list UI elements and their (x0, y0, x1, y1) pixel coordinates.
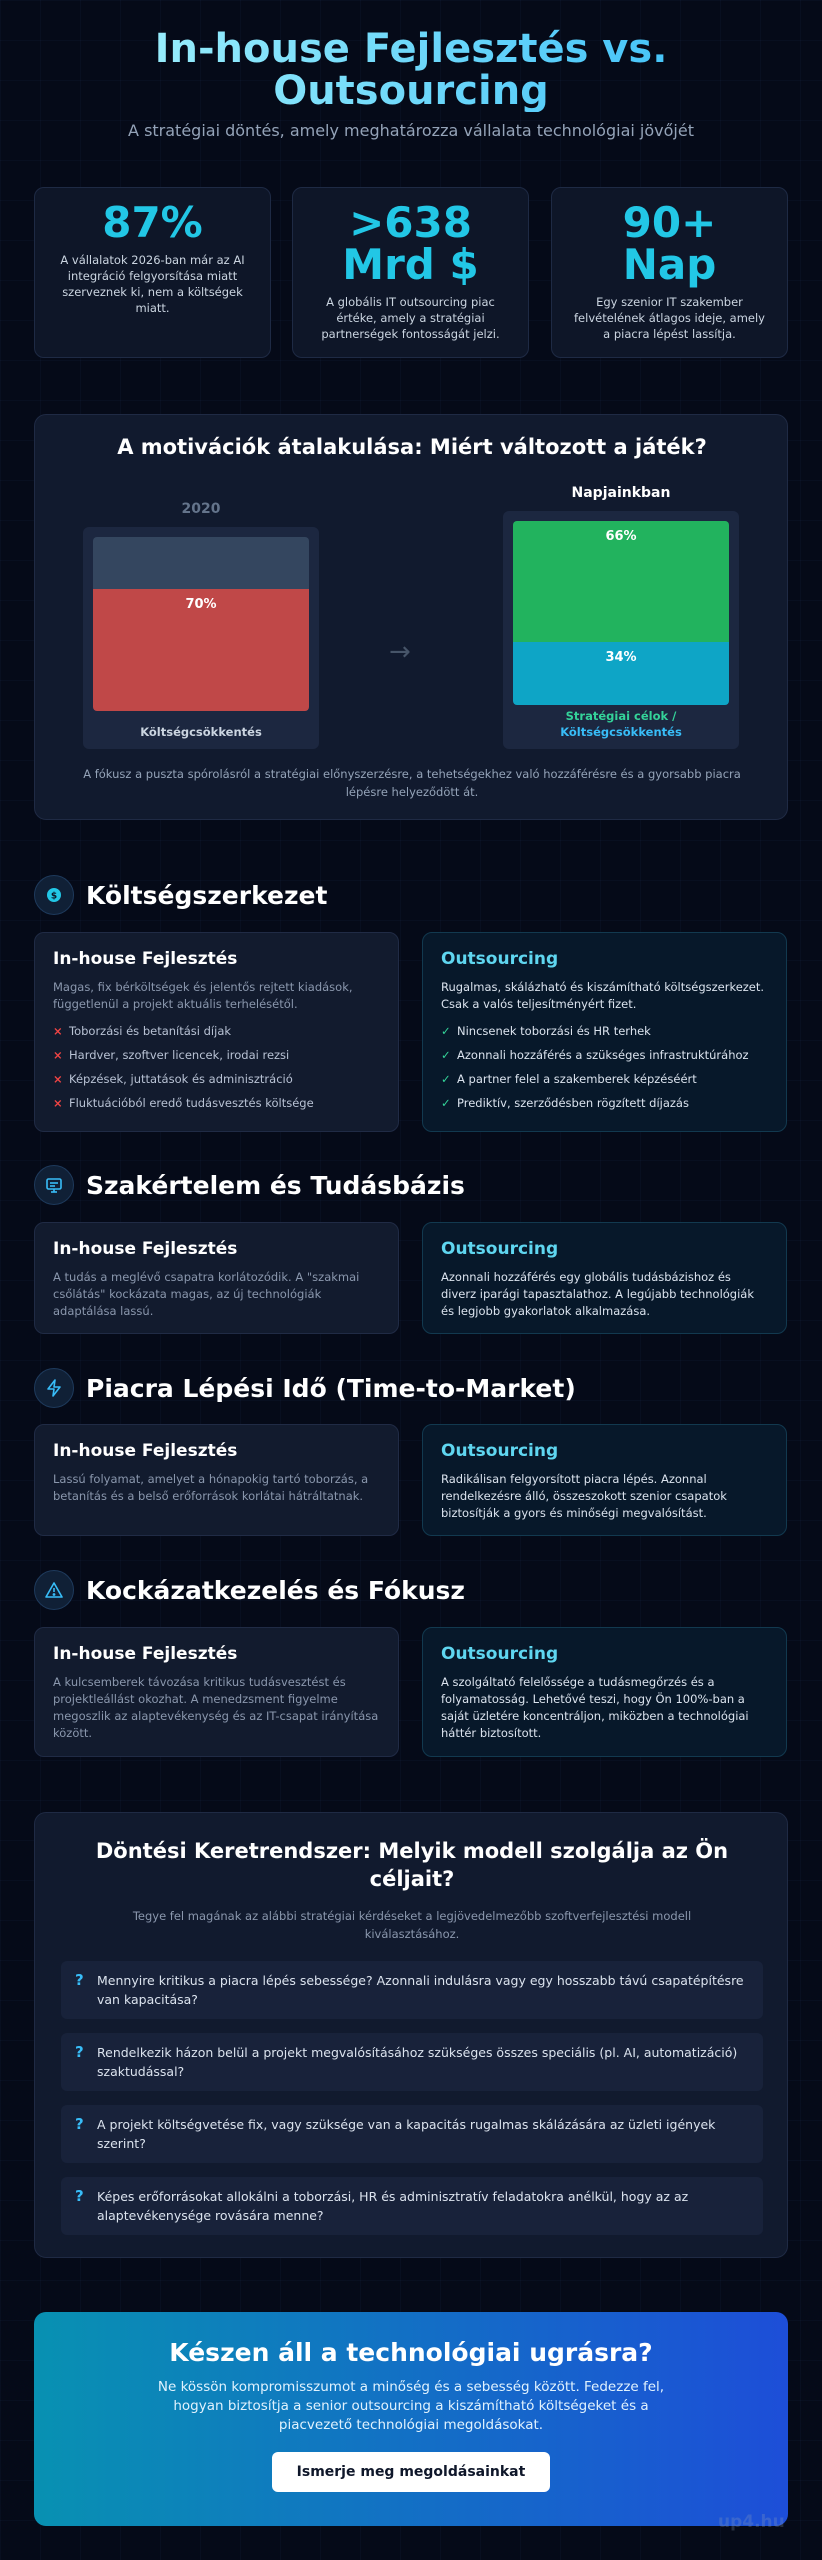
ttm-inhouse-card (34, 1424, 399, 1536)
list-item-text: A partner felel a szakemberek képzéséért (457, 1072, 697, 1086)
card-title: Outsourcing (441, 1239, 559, 1259)
list-item (53, 1047, 380, 1064)
card-desc: A kulcsemberek távozása kritikus tudásvesztést és projektleállást okozhat. A menedzsment figyelme megoszlik az alaptevékenység és az IT-csapat irányítása között. (53, 1675, 379, 1740)
close-icon: × (53, 1048, 63, 1062)
warning-icon (34, 1570, 74, 1610)
cta-banner (34, 2312, 788, 2526)
question-icon: ? (75, 2043, 84, 2061)
card-title: In-house Fejlesztés (53, 1441, 238, 1461)
bar-today-strategic-segment (513, 521, 729, 642)
bar-today-cost-label: 34% (605, 650, 637, 665)
card-desc: A szolgáltató felelőssége a tudásmegőrzés és a folyamatosság. Lehetővé teszi, hogy Ön 100%-ban a saját üzletére koncentráljon, miközben a technológiai háttér biztosított. (441, 1675, 749, 1740)
section-title: Piacra Lépési Idő (Time-to-Market) (86, 1373, 576, 1403)
section-title: Szakértelem és Tudásbázis (86, 1170, 465, 1200)
bar-today-cost-segment (513, 642, 729, 705)
svg-text:$: $ (50, 891, 58, 902)
list-item-text: Toborzási és betanítási díjak (69, 1024, 232, 1038)
list-item-text: Azonnali hozzáférés a szükséges infrastruktúrához (457, 1048, 749, 1062)
decision-title: Döntési Keretrendszer: Melyik modell szolgálja az Ön céljait? (95, 1839, 729, 1891)
year-today-label: Napjainkban (571, 485, 671, 501)
card-desc: Magas, fix bérköltségek és jelentős rejtett kiadások, függetlenül a projekt aktuális terhelésétől. (53, 980, 353, 1011)
close-icon: × (53, 1096, 63, 1110)
bar-2020-cost-segment (93, 589, 309, 711)
check-icon: ✓ (441, 1024, 451, 1038)
risk-inhouse-card (34, 1627, 399, 1757)
card-title: Outsourcing (441, 1644, 559, 1664)
check-icon: ✓ (441, 1096, 451, 1110)
motivation-caption: A fókusz a puszta spórolásról a stratégiai előnyszerzésre, a tehetségekhez való hozzáférésre és a gyorsabb piacra lépésre helyeződött át. (83, 767, 741, 799)
arrow-right-icon: → (389, 637, 411, 667)
list-item (441, 1047, 768, 1064)
page-subtitle: A stratégiai döntés, amely meghatározza vállalata technológiai jövőjét (128, 121, 694, 140)
list-item-text: Fluktuációból eredő tudásvesztés költsége (69, 1096, 314, 1110)
list-item (53, 1071, 380, 1088)
cta-button[interactable]: Ismerje meg megoldásainkat (272, 2452, 550, 2492)
list-item (441, 1023, 768, 1040)
question-text: Képes erőforrásokat allokálni a toborzási, HR és adminisztratív feladatokra anélkül, hogy az az alaptevékenysége rovására menne? (97, 2189, 689, 2223)
cost-inhouse-card (34, 932, 399, 1132)
check-icon: ✓ (441, 1072, 451, 1086)
list-item (441, 1095, 768, 1112)
stat-value: 90+ Nap (622, 198, 717, 289)
list-item (441, 1071, 768, 1088)
section-header-expertise (34, 1165, 465, 1205)
stat-text: A globális IT outsourcing piac értéke, amely a stratégiai partnerségek fontosságát jelzi. (321, 295, 500, 341)
card-desc: A tudás a meglévő csapatra korlátozódik. A "szakmai csőlátás" kockázata magas, az új technológiák adaptálása lassú. (53, 1270, 360, 1318)
close-icon: × (53, 1072, 63, 1086)
stat-value: >638 Mrd $ (342, 198, 479, 289)
bar-today (503, 511, 739, 749)
bar-today-caption-1: Stratégiai célok / (565, 709, 677, 723)
page-title: In-house Fejlesztés vs. Outsourcing (60, 28, 762, 112)
question-item (61, 2177, 763, 2235)
question-text: Rendelkezik házon belül a projekt megvalósításához szükséges összes speciális (pl. AI, automatizáció) szaktudással? (97, 2045, 738, 2079)
stat-card (34, 187, 271, 358)
expertise-inhouse-card (34, 1222, 399, 1334)
year-2020-label: 2020 (181, 501, 221, 517)
stat-card (551, 187, 788, 358)
list-item (53, 1023, 380, 1040)
question-text: Mennyire kritikus a piacra lépés sebessége? Azonnali indulásra vagy egy hosszabb távú csapatépítésre van kapacitása? (97, 1973, 744, 2007)
coin-icon (34, 875, 74, 915)
section-title: Kockázatkezelés és Fókusz (86, 1575, 465, 1605)
card-desc: Rugalmas, skálázható és kiszámítható költségszerkezet. Csak a valós teljesítményért fizet. (441, 980, 765, 1011)
question-icon: ? (75, 2115, 84, 2133)
bar-2020-other-segment (93, 537, 309, 589)
section-header-ttm (34, 1368, 576, 1408)
expertise-outsourcing-card (422, 1222, 787, 1334)
question-text: A projekt költségvetése fix, vagy szüksége van a kapacitás rugalmas skálázására az üzleti igények szerint? (97, 2117, 716, 2151)
card-desc: Radikálisan felgyorsított piacra lépés. Azonnal rendelkezésre álló, összeszokott szenior csapatok biztosítják a gyors és minőségi megvalósítást. (441, 1472, 727, 1520)
question-item (61, 2105, 763, 2163)
section-title: Költségszerkezet (86, 880, 328, 910)
lightning-icon (34, 1368, 74, 1408)
card-desc: Lassú folyamat, amelyet a hónapokig tartó toborzás, a betanítás és a belső erőforrások korlátai hátráltatnak. (53, 1472, 369, 1503)
section-header-risk (34, 1570, 465, 1610)
bar-2020 (83, 527, 319, 749)
bar-today-strategic-label: 66% (605, 529, 637, 544)
list-item-text: Prediktív, szerződésben rögzített díjazás (457, 1096, 689, 1110)
bar-today-caption-2: Költségcsökkentés (560, 725, 682, 739)
monitor-icon (34, 1165, 74, 1205)
risk-outsourcing-card (422, 1627, 787, 1757)
ttm-outsourcing-card (422, 1424, 787, 1536)
list-item (53, 1095, 380, 1112)
section-header-cost (34, 875, 327, 915)
bar-2020-cost-label: 70% (185, 597, 217, 612)
cta-title: Készen áll a technológiai ugrásra? (169, 2338, 653, 2367)
question-item (61, 1961, 763, 2019)
card-title: In-house Fejlesztés (53, 1239, 238, 1259)
question-item (61, 2033, 763, 2091)
stat-card (292, 187, 529, 358)
cta-text: Ne kössön kompromisszumot a minőség és a sebesség között. Fedezze fel, hogyan biztosítja a senior outsourcing a kiszámítható költségeket és a piacvezető technológiai megoldásokat. (157, 2379, 665, 2433)
watermark-logo: up4.hu (718, 2512, 785, 2532)
stat-text: A vállalatok 2026-ban már az AI integráció felgyorsítása miatt szerveznek ki, nem a költségek miatt. (60, 253, 245, 315)
motivation-panel (34, 414, 788, 820)
card-title: In-house Fejlesztés (53, 949, 238, 969)
card-title: In-house Fejlesztés (53, 1644, 238, 1664)
card-title: Outsourcing (441, 1441, 559, 1461)
question-icon: ? (75, 2187, 84, 2205)
list-item-text: Nincsenek toborzási és HR terhek (457, 1024, 651, 1038)
bar-2020-caption: Költségcsökkentés (140, 725, 262, 739)
decision-subtitle: Tegye fel magának az alábbi stratégiai kérdéseket a legjövedelmezőbb szoftverfejlesztési modell kiválasztásához. (132, 1909, 692, 1941)
card-desc: Azonnali hozzáférés egy globális tudásbázishoz és diverz iparági tapasztalathoz. A legújabb technológiák és legjobb gyakorlatok alkalmazása. (441, 1270, 755, 1318)
list-item-text: Hardver, szoftver licencek, irodai rezsi (69, 1048, 290, 1062)
card-title: Outsourcing (441, 949, 559, 969)
decision-framework-panel (34, 1812, 788, 2258)
question-icon: ? (75, 1971, 84, 1989)
stat-text: Egy szenior IT szakember felvételének átlagos ideje, amely a piacra lépést lassítja. (574, 295, 765, 341)
close-icon: × (53, 1024, 63, 1038)
stat-value: 87% (102, 198, 203, 247)
cost-outsourcing-card (422, 932, 787, 1132)
list-item-text: Képzések, juttatások és adminisztráció (69, 1072, 293, 1086)
check-icon: ✓ (441, 1048, 451, 1062)
motivation-title: A motivációk átalakulása: Miért változott a játék? (117, 435, 707, 459)
